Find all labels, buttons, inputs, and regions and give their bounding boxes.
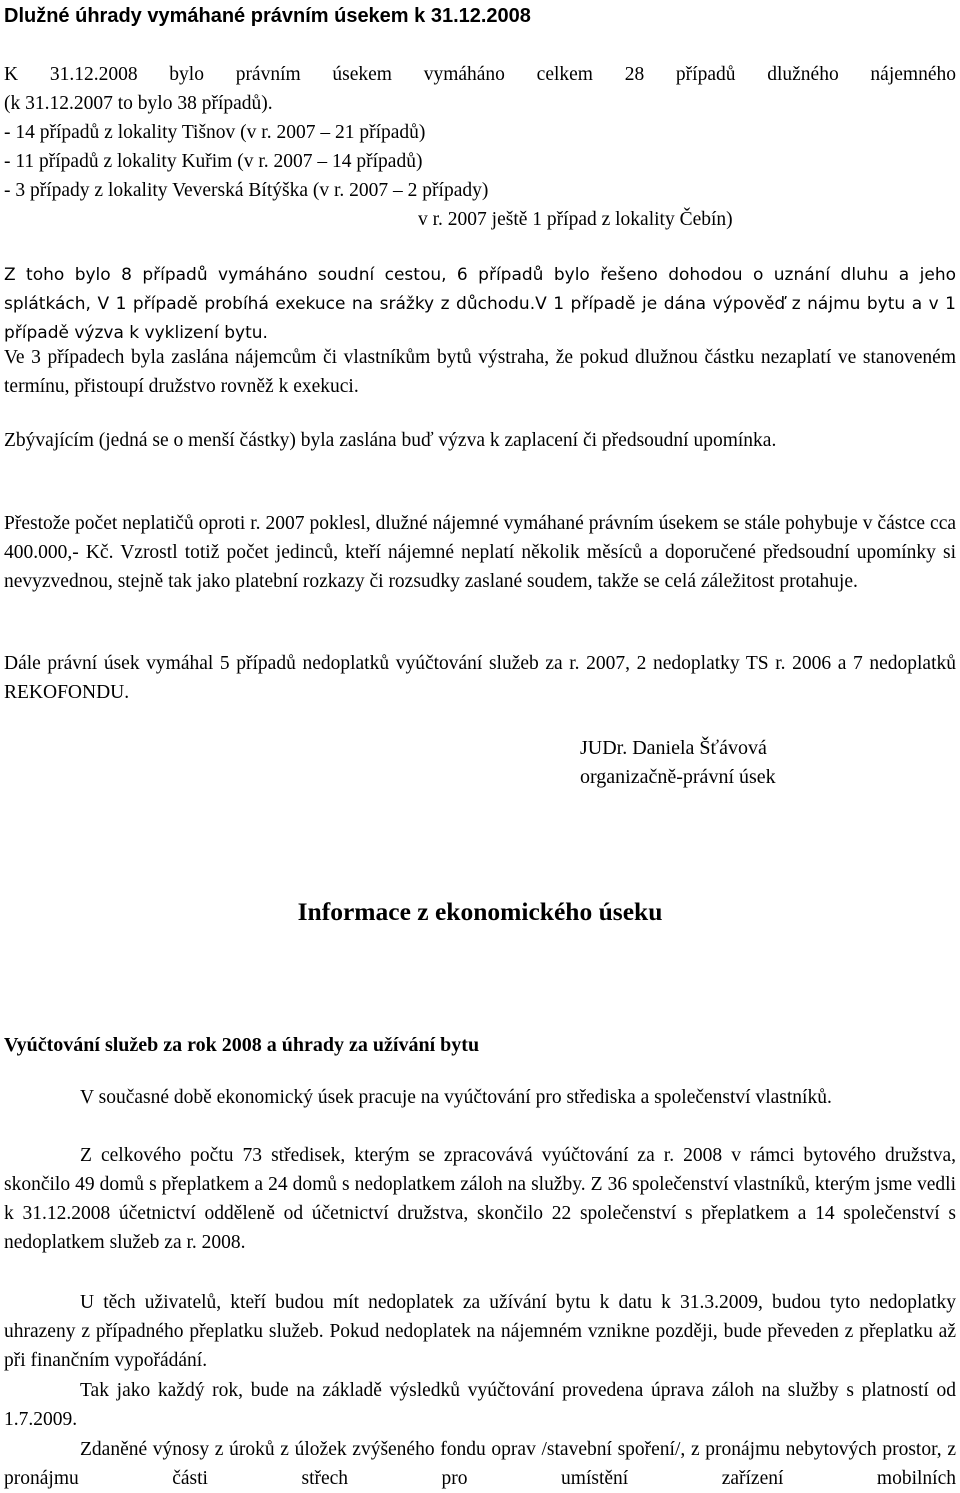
paragraph-billing-results: Z celkového počtu 73 středisek, kterým se zpracovává vyúčtování za r. 2008 v rámci bytového družstva, skončilo 49 domů s přeplatkem a 24 domů s nedoplatkem záloh na služby. Z 36 společenství vlastníků, kterým jsme vedli k 31.12.2008 účetnictví odděleně od účetnictví družstva, skončilo 22 společenství s přeplatkem a 14 společenství s nedoplatkem služeb za r. 2008. (4, 1145, 956, 1253)
paragraph-debt-amount: Přestože počet neplatičů oproti r. 2007 poklesl, dlužné nájemné vymáhané právním úsekem se stále pohybuje v částce cca 400.000,- Kč. Vzrostl totiž počet jedinců, kteří nájemné neplatí několik měsíců a doporučené předsoudní upomínky si nevyzvednou, stejně tak jako platební rozkazy či rozsudky zaslané soudem, takže se celá záležitost protahuje. (4, 513, 956, 592)
paragraph-deposit-adjustment: Tak jako každý rok, bude na základě výsledků vyúčtování provedena úprava záloh na služby s platností od 1.7.2009. (4, 1380, 956, 1430)
paragraph-arrears: U těch uživatelů, kteří budou mít nedoplatek za užívání bytu k datu k 31.3.2009, budou tyto nedoplatky uhrazeny z případného přeplatku služeb. Pokud nedoplatek na nájemném vznikne později, bude převeden z přeplatku až při finančním vypořádání. (4, 1292, 956, 1371)
list-item: v r. 2007 ještě 1 případ z lokality Čebín) (418, 209, 733, 230)
intro-line-2: (k 31.12.2007 to bylo 38 případů). (4, 93, 273, 114)
list-item: - 14 případů z lokality Tišnov (v r. 2007 – 21 případů) (4, 122, 426, 143)
list-item: - 3 případy z lokality Veverská Bítýška (v r. 2007 – 2 případy) (4, 180, 489, 201)
section-title-debts: Dlužné úhrady vymáhané právním úsekem k 31.12.2008 (4, 5, 531, 27)
paragraph-court-cases: Z toho bylo 8 případů vymáháno soudní cestou, 6 případů bylo řešeno dohodou o uznání dluhu a jeho splátkách, V 1 případě probíhá exekuce na srážky z důchodu.V 1 případě je dána výpověď z nájmu bytu a v 1 případě výzva k vyklizení bytu. (4, 265, 956, 343)
paragraph-other-debts: Dále právní úsek vymáhal 5 případů nedoplatků vyúčtování služeb za r. 2007, 2 nedoplatky TS r. 2006 a 7 nedoplatků REKOFONDU. (4, 653, 956, 703)
section-title-billing: Vyúčtování služeb za rok 2008 a úhrady za užívání bytu (4, 1034, 480, 1056)
section-title-economic: Informace z ekonomického úseku (297, 897, 663, 926)
intro-block (4, 60, 956, 234)
paragraph-remaining: Zbývajícím (jedná se o menší částky) byla zaslána buď výzva k zaplacení či předsoudní upomínka. (4, 430, 777, 451)
signature-role: organizačně-právní úsek (580, 766, 776, 788)
signature-block (580, 734, 776, 792)
intro-line-1: K 31.12.2008 bylo právním úsekem vymáháno celkem 28 případů dlužného nájemného (4, 64, 956, 85)
paragraph-billing-intro: V současné době ekonomický úsek pracuje na vyúčtování pro střediska a společenství vlastníků. (80, 1087, 832, 1108)
paragraph-warnings: Ve 3 případech byla zaslána nájemcům či vlastníkům bytů výstraha, že pokud dlužnou částku nezaplatí ve stanoveném termínu, přistoupí družstvo rovněž k exekuci. (4, 347, 956, 397)
signature-name: JUDr. Daniela Šťávová (580, 737, 767, 759)
list-item: - 11 případů z lokality Kuřim (v r. 2007 – 14 případů) (4, 151, 423, 172)
paragraph-taxed-income: Zdaněné výnosy z úroků z úložek zvýšeného fondu oprav /stavební spoření/, z pronájmu nebytových prostor, z pronájmu části střech pro umístění zařízení mobilních (4, 1439, 956, 1489)
